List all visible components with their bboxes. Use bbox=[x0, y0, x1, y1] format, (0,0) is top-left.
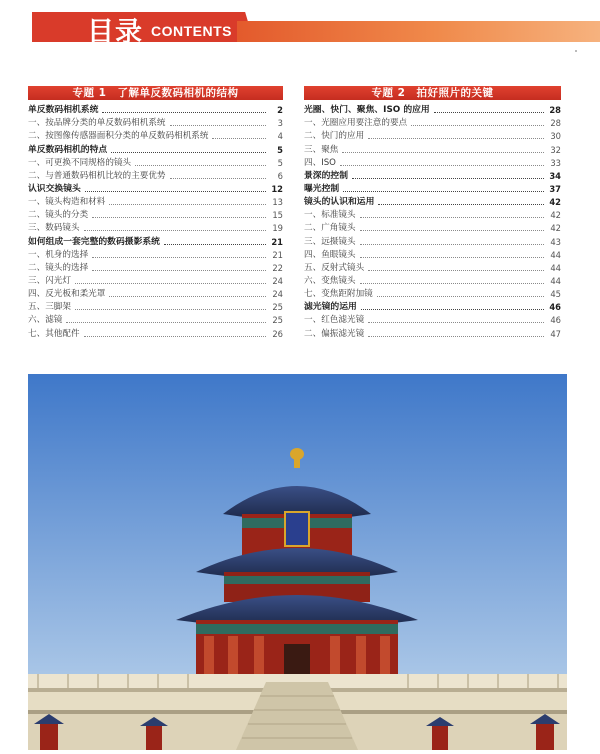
toc-page-number: 44 bbox=[550, 262, 561, 273]
toc-page-number: 33 bbox=[550, 157, 561, 168]
toc-section-entry[interactable] bbox=[28, 182, 283, 195]
toc-subsection-entry[interactable] bbox=[28, 156, 283, 169]
toc-entry-title: 光圈、快门、聚焦、ISO 的应用 bbox=[304, 105, 430, 116]
toc-entry-title: 七、其他配件 bbox=[28, 328, 80, 339]
toc-page-number: 4 bbox=[277, 131, 283, 142]
dot-leader bbox=[352, 178, 544, 179]
toc-entry-title: 一、可更换不同规格的镜头 bbox=[28, 157, 132, 168]
print-speck bbox=[575, 50, 577, 52]
toc-entry-title: 二、偏振滤光镜 bbox=[304, 328, 365, 339]
dot-leader bbox=[378, 204, 544, 205]
toc-page-number: 42 bbox=[550, 223, 561, 234]
toc-page-number: 13 bbox=[272, 197, 283, 208]
dot-leader bbox=[368, 270, 544, 271]
toc-subsection-entry[interactable] bbox=[28, 221, 283, 234]
dot-leader bbox=[75, 309, 266, 310]
toc-page-number: 21 bbox=[272, 249, 283, 260]
toc-subsection-entry[interactable] bbox=[304, 208, 561, 221]
dot-leader bbox=[411, 125, 544, 126]
toc-subsection-entry[interactable] bbox=[304, 142, 561, 155]
toc-subsection-entry[interactable] bbox=[304, 326, 561, 339]
toc-entry-title: 景深的控制 bbox=[304, 170, 348, 181]
toc-entry-title: 曝光控制 bbox=[304, 183, 340, 194]
dot-leader bbox=[360, 244, 544, 245]
toc-section-entry[interactable] bbox=[28, 103, 283, 116]
toc-entry-title: 三、闪光灯 bbox=[28, 275, 71, 286]
toc-subsection-entry[interactable] bbox=[304, 313, 561, 326]
toc-subsection-entry[interactable] bbox=[28, 300, 283, 313]
dot-leader bbox=[343, 191, 544, 192]
toc-page-number: 44 bbox=[550, 275, 561, 286]
toc-entry-title: 滤光镜的运用 bbox=[304, 302, 357, 313]
toc-entry-title: 单反数码相机系统 bbox=[28, 105, 99, 116]
dot-leader bbox=[360, 217, 544, 218]
toc-subsection-entry[interactable] bbox=[28, 248, 283, 261]
toc-page-number: 43 bbox=[550, 236, 561, 247]
toc-entry-title: 二、广角镜头 bbox=[304, 223, 356, 234]
toc-page-number: 26 bbox=[272, 328, 283, 339]
toc-entry-title: 一、按品牌分类的单反数码相机系统 bbox=[28, 118, 166, 129]
dot-leader bbox=[85, 191, 266, 192]
dot-leader bbox=[434, 112, 544, 113]
dot-leader bbox=[135, 165, 266, 166]
topic-1-header: 专题 1 了解单反数码相机的结构 bbox=[28, 86, 283, 100]
toc-entry-title: 六、滤镜 bbox=[28, 315, 63, 326]
dot-leader bbox=[109, 204, 266, 205]
dot-leader bbox=[360, 283, 544, 284]
toc-subsection-entry[interactable] bbox=[28, 169, 283, 182]
toc-page-number: 42 bbox=[550, 210, 561, 221]
header-band-gradient bbox=[237, 21, 600, 42]
toc-page-number: 28 bbox=[549, 105, 561, 116]
toc-page-number: 25 bbox=[272, 315, 283, 326]
toc-page-number: 45 bbox=[550, 289, 561, 300]
toc-subsection-entry[interactable] bbox=[304, 234, 561, 247]
dot-leader bbox=[92, 257, 266, 258]
toc-subsection-entry[interactable] bbox=[304, 248, 561, 261]
toc-subsection-entry[interactable] bbox=[304, 221, 561, 234]
toc-entry-title: 一、机身的选择 bbox=[28, 249, 89, 260]
toc-page-number: 32 bbox=[550, 144, 561, 155]
toc-page-number: 5 bbox=[277, 157, 283, 168]
toc-section-entry[interactable] bbox=[304, 182, 561, 195]
toc-entry-title: 一、镜头构造和材料 bbox=[28, 197, 106, 208]
toc-page-number: 46 bbox=[550, 315, 561, 326]
toc-page-number: 24 bbox=[272, 289, 283, 300]
toc-subsection-entry[interactable] bbox=[28, 326, 283, 339]
toc-column-topic-1 bbox=[28, 86, 283, 340]
dot-leader bbox=[368, 138, 544, 139]
toc-page-number: 15 bbox=[272, 210, 283, 221]
dot-leader bbox=[368, 336, 544, 337]
toc-page-number: 37 bbox=[549, 183, 561, 194]
toc-entry-title: 认识交换镜头 bbox=[28, 183, 81, 194]
toc-entry-title: 镜头的认识和运用 bbox=[304, 197, 375, 208]
toc-entry-title: 七、变焦距附加镜 bbox=[304, 289, 373, 300]
toc-entry-title: 五、三脚架 bbox=[28, 302, 71, 313]
temple-of-heaven-photo bbox=[28, 374, 567, 750]
toc-page-number: 46 bbox=[549, 302, 561, 313]
toc-entry-title: 三、数码镜头 bbox=[28, 223, 80, 234]
dot-leader bbox=[368, 322, 544, 323]
toc-section-entry[interactable] bbox=[304, 103, 561, 116]
dot-leader bbox=[170, 125, 266, 126]
toc-page-number: 47 bbox=[550, 328, 561, 339]
toc-subsection-entry[interactable] bbox=[28, 274, 283, 287]
dot-leader bbox=[111, 152, 266, 153]
dot-leader bbox=[342, 152, 544, 153]
toc-page-number: 2 bbox=[277, 105, 283, 116]
toc-entry-title: 单反数码相机的特点 bbox=[28, 144, 108, 155]
dot-leader bbox=[360, 257, 544, 258]
toc-section-entry[interactable] bbox=[28, 142, 283, 155]
toc-subsection-entry[interactable] bbox=[304, 116, 561, 129]
dot-leader bbox=[361, 309, 544, 310]
toc-page-number: 28 bbox=[550, 118, 561, 129]
plaque bbox=[285, 512, 309, 546]
toc-subsection-entry[interactable] bbox=[28, 195, 283, 208]
toc-subsection-entry[interactable] bbox=[28, 208, 283, 221]
topic-2-header: 专题 2 拍好照片的关键 bbox=[304, 86, 561, 100]
dot-leader bbox=[360, 230, 544, 231]
dot-leader bbox=[377, 296, 544, 297]
toc-entry-title: 二、镜头的分类 bbox=[28, 210, 89, 221]
dot-leader bbox=[340, 165, 544, 166]
toc-entry-title: 二、与普通数码相机比较的主要优势 bbox=[28, 170, 166, 181]
toc-subsection-entry[interactable] bbox=[304, 261, 561, 274]
dot-leader bbox=[92, 270, 266, 271]
toc-page-number: 5 bbox=[277, 144, 283, 155]
toc-entry-title: 四、ISO bbox=[304, 157, 336, 168]
photo-illustration bbox=[28, 374, 567, 750]
dot-leader bbox=[84, 230, 266, 231]
toc-entry-title: 如何组成一套完整的数码摄影系统 bbox=[28, 236, 160, 247]
toc-subsection-entry[interactable] bbox=[304, 274, 561, 287]
toc-page-number: 34 bbox=[549, 170, 561, 181]
toc-entry-title: 四、鱼眼镜头 bbox=[304, 249, 356, 260]
toc-subsection-entry[interactable] bbox=[28, 313, 283, 326]
toc-subsection-entry[interactable] bbox=[304, 156, 561, 169]
dot-leader bbox=[170, 178, 266, 179]
toc-subsection-entry[interactable] bbox=[28, 129, 283, 142]
toc-entry-title: 一、标准镜头 bbox=[304, 210, 356, 221]
toc-entry-title: 五、反射式镜头 bbox=[304, 262, 365, 273]
toc-section-entry[interactable] bbox=[304, 195, 561, 208]
dot-leader bbox=[102, 112, 266, 113]
toc-subsection-entry[interactable] bbox=[304, 287, 561, 300]
toc-page-number: 12 bbox=[271, 183, 283, 194]
toc-page-number: 22 bbox=[272, 262, 283, 273]
toc-entry-title: 二、镜头的选择 bbox=[28, 262, 89, 273]
dot-leader bbox=[84, 336, 266, 337]
page-title: 目录 bbox=[87, 17, 143, 48]
toc-subsection-entry[interactable] bbox=[28, 261, 283, 274]
dot-leader bbox=[92, 217, 266, 218]
toc-section-entry[interactable] bbox=[304, 169, 561, 182]
toc-page-number: 19 bbox=[272, 223, 283, 234]
contents-header bbox=[32, 12, 600, 48]
toc-entry-title: 一、光圈应用要注意的要点 bbox=[304, 118, 408, 129]
toc-entry-title: 一、红色滤光镜 bbox=[304, 315, 365, 326]
toc-entry-title: 三、远摄镜头 bbox=[304, 236, 356, 247]
toc-page-number: 44 bbox=[550, 249, 561, 260]
toc-entry-title: 三、聚焦 bbox=[304, 144, 339, 155]
toc-page-number: 24 bbox=[272, 275, 283, 286]
topic-1-entries bbox=[28, 103, 283, 340]
toc-section-entry[interactable] bbox=[28, 234, 283, 247]
toc-page-number: 6 bbox=[277, 170, 283, 181]
toc-section-entry[interactable] bbox=[304, 300, 561, 313]
toc-entry-title: 二、按图像传感器面积分类的单反数码相机系统 bbox=[28, 131, 209, 142]
toc-subsection-entry[interactable] bbox=[28, 287, 283, 300]
topic-2-entries bbox=[304, 103, 561, 340]
toc-page-number: 21 bbox=[271, 236, 283, 247]
toc-page-number: 42 bbox=[549, 197, 561, 208]
dot-leader bbox=[75, 283, 266, 284]
dot-leader bbox=[109, 296, 266, 297]
toc-page-number: 30 bbox=[550, 131, 561, 142]
toc-entry-title: 二、快门的应用 bbox=[304, 131, 365, 142]
toc-column-topic-2 bbox=[304, 86, 561, 340]
dot-leader bbox=[66, 322, 266, 323]
toc-subsection-entry[interactable] bbox=[304, 129, 561, 142]
toc-page-number: 25 bbox=[272, 302, 283, 313]
dot-leader bbox=[212, 138, 266, 139]
toc-entry-title: 六、变焦镜头 bbox=[304, 275, 356, 286]
toc-entry-title: 四、反光板和柔光罩 bbox=[28, 289, 106, 300]
dot-leader bbox=[164, 244, 266, 245]
toc-subsection-entry[interactable] bbox=[28, 116, 283, 129]
page-subtitle: CONTENTS bbox=[151, 23, 232, 39]
toc-page-number: 3 bbox=[277, 118, 283, 129]
